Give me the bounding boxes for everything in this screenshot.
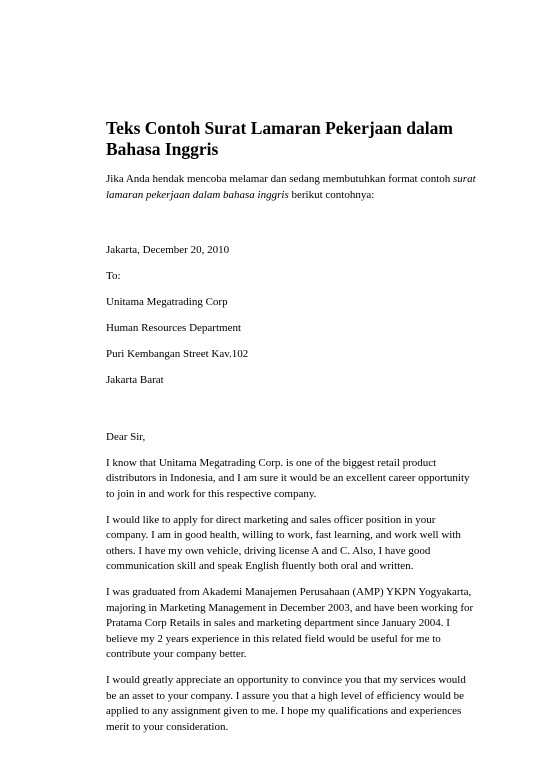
body-paragraph-2: I would like to apply for direct marketing and sales officer position in your company. I am in good health, willing to work, fast learning, and work well with others. I have my own vehicle, driving license A and C. Also, I have good communication skill and speak English fluently both oral and written. — [106, 513, 461, 572]
intro-text-after: berikut contohnya: — [288, 188, 375, 201]
recipient-street: Puri Kembangan Street Kav.102 — [106, 348, 249, 360]
body-paragraph-1: I know that Unitama Megatrading Corp. is one of the biggest retail product distributors in Indonesia, and I am sure it would be an excellent career opportunity to join in and work for this respective company. — [106, 456, 470, 500]
recipient-company: Unitama Megatrading Corp — [106, 296, 228, 308]
body-paragraph-3: I was graduated from Akademi Manajemen Perusahaan (AMP) YKPN Yogyakarta, majoring in Marketing Management in December 2003, and have been working for Pratama Corp Retails in sales and marketing department since January 2004. I believe my 2 years experience in this related field would be useful for me to contribute your company better. — [106, 586, 474, 660]
to-label: To: — [106, 270, 121, 282]
page-title: Teks Contoh Surat Lamaran Pekerjaan dalam Bahasa Inggris — [106, 118, 453, 159]
date-line: Jakarta, December 20, 2010 — [106, 244, 230, 256]
recipient-department: Human Resources Department — [106, 322, 242, 334]
body-paragraph-4: I would greatly appreciate an opportunity to convince you that my services would be an asset to your company. I assure you that a high level of efficiency would be applied to any assignment given to me. I hope my qualifications and experiences merit to your consideration. — [106, 674, 466, 733]
letter-content — [106, 118, 478, 746]
intro-text-before: Jika Anda hendak mencoba melamar dan sedang membutuhkan format contoh — [106, 173, 454, 185]
intro-emphasis: surat lamaran pekerjaan dalam bahasa inggris — [106, 173, 476, 201]
salutation: Dear Sir, — [106, 430, 146, 443]
recipient-city: Jakarta Barat — [106, 374, 164, 386]
intro-paragraph — [106, 172, 478, 203]
